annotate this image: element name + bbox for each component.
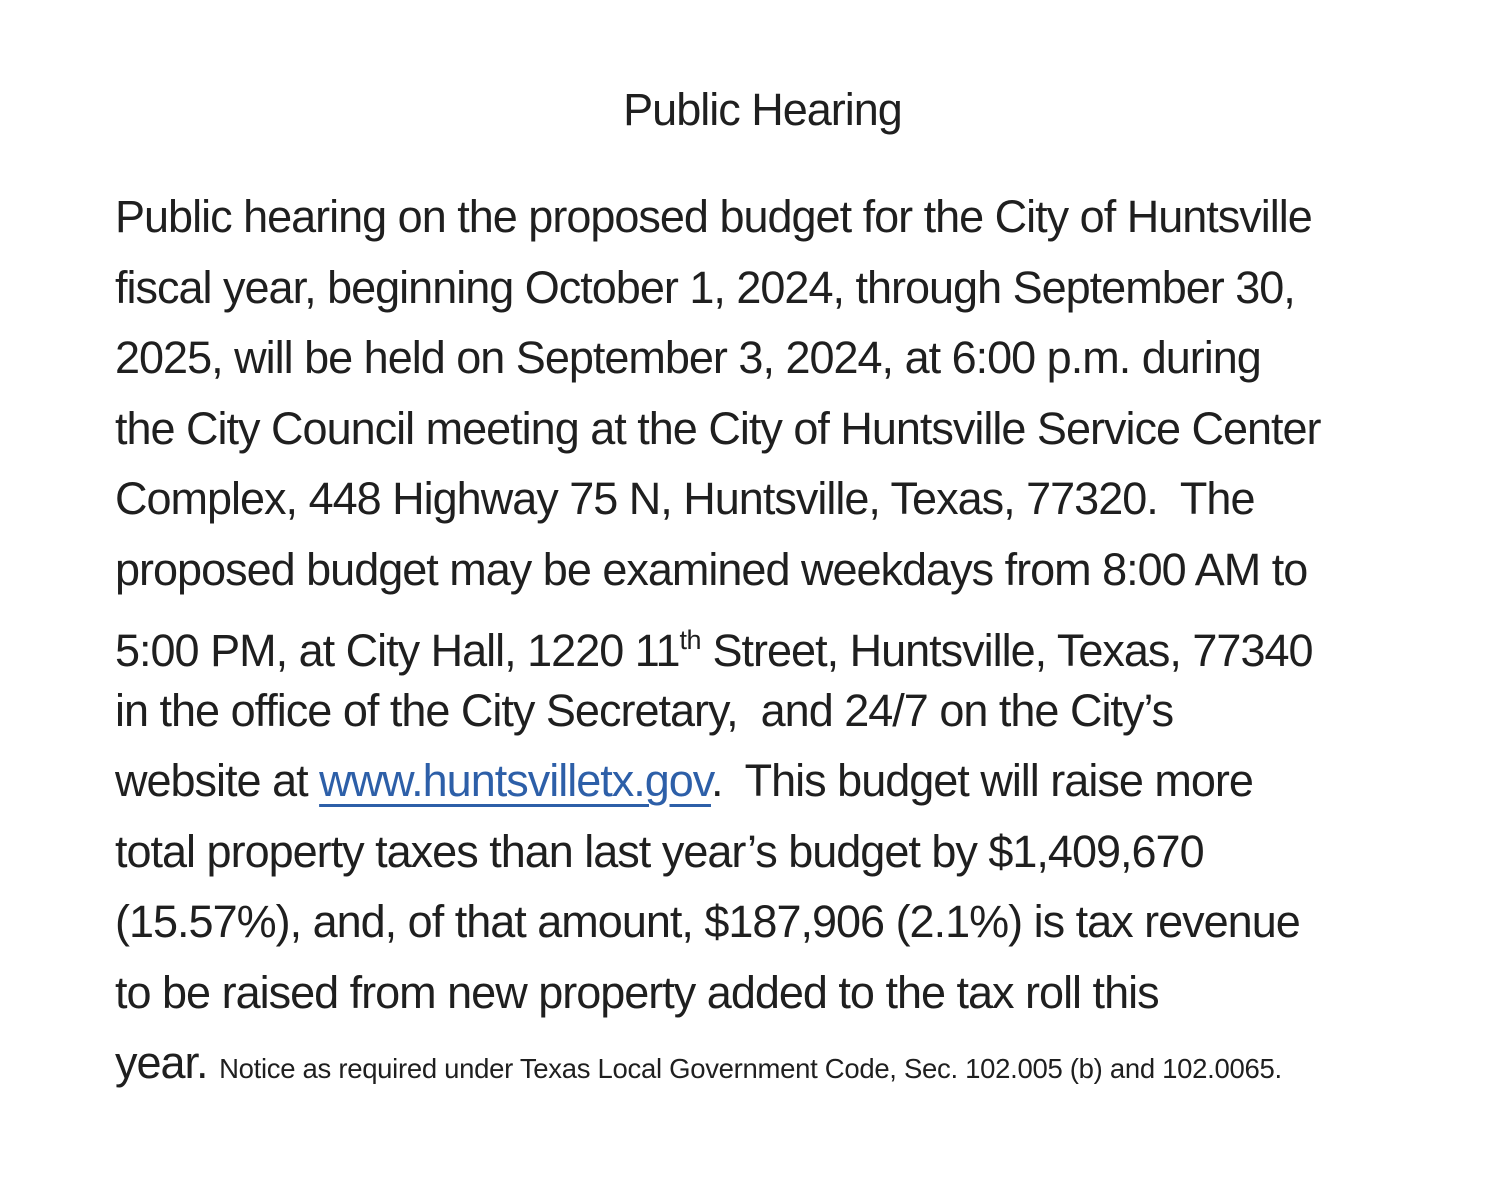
text-line [115, 605, 1410, 676]
text-line [115, 535, 1410, 606]
body-text-segment: fiscal year, beginning October 1, 2024, through September 30, [115, 261, 1295, 313]
body-text-segment: proposed budget may be examined weekdays from 8:00 AM to [115, 543, 1308, 595]
body-text-segment: 5:00 PM, at City Hall, 1220 11 [115, 625, 680, 676]
text-line [115, 676, 1410, 747]
body-text-segment: website at [115, 755, 320, 806]
website-link[interactable]: www.huntsvilletx.gov [319, 755, 711, 806]
legal-notice-text: Notice as required under Texas Local Government Code, Sec. 102.005 (b) and 102.0065. [219, 1053, 1282, 1084]
text-line [115, 394, 1410, 465]
body-text-segment: . This budget will raise more [710, 755, 1253, 806]
body-text-segment: Complex, 448 Highway 75 N, Huntsville, Texas, 77320. The [115, 473, 1255, 524]
body-text-segment: the City Council meeting at the City of Huntsville Service Center [115, 402, 1321, 454]
body-text-segment: Public hearing on the proposed budget for the City of Huntsville [115, 191, 1312, 242]
text-line [115, 958, 1410, 1029]
body-text-segment: total property taxes than last year’s budget by $1,409,670 [115, 825, 1204, 877]
text-line [115, 887, 1410, 958]
superscript-text: th [679, 625, 702, 655]
text-line [115, 182, 1410, 253]
body-text-segment: Street, Huntsville, Texas, 77340 [701, 625, 1313, 676]
text-line [115, 817, 1410, 888]
text-line [115, 323, 1410, 394]
text-line [115, 746, 1410, 817]
body-text-segment: 2025, will be held on September 3, 2024, at 6:00 p.m. during [115, 332, 1261, 383]
body-text-segment: (15.57%), and, of that amount, $187,906 (2.1%) is tax revenue [115, 896, 1300, 947]
text-line [115, 464, 1410, 535]
text-line [115, 1028, 1410, 1099]
body-text-segment: in the office of the City Secretary, and 24/7 on the City’s [115, 684, 1174, 736]
body-text [115, 182, 1410, 1099]
body-text-segment: to be raised from new property added to the tax roll this [115, 966, 1159, 1018]
body-text-segment: year. [115, 1037, 220, 1088]
text-line [115, 253, 1410, 324]
page-title: Public Hearing [623, 84, 902, 135]
